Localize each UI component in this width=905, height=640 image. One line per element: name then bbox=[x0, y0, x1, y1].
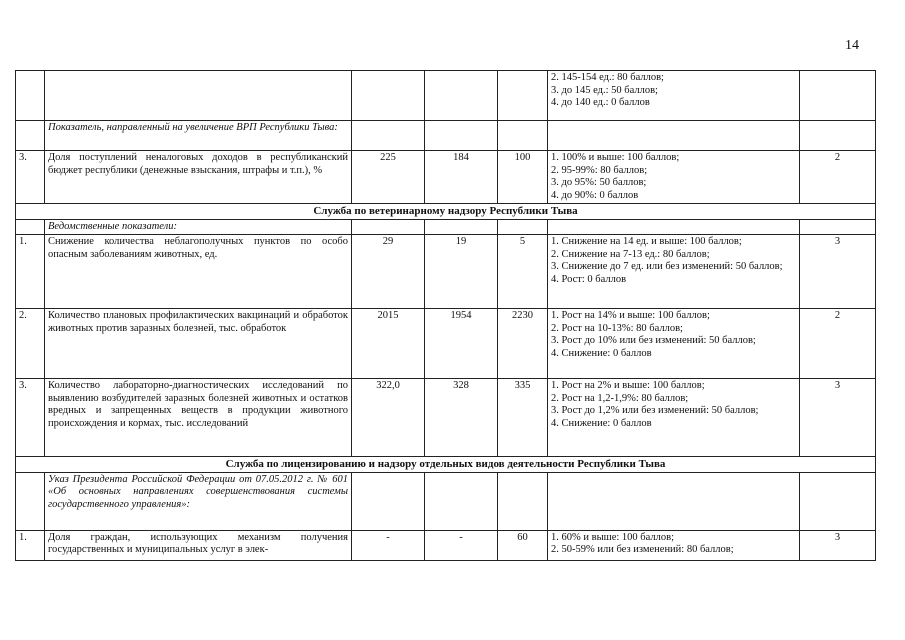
criteria-line: 1. 60% и выше: 100 баллов; bbox=[551, 531, 674, 543]
scoring-criteria bbox=[548, 235, 800, 309]
criteria-line: 4. Рост: 0 баллов bbox=[551, 273, 627, 285]
row-number-text: 3. bbox=[19, 152, 27, 163]
value-year-2-text: 184 bbox=[453, 152, 469, 163]
subheader-title-text: Показатель, направленный на увеличение ВРП Республики Тыва: bbox=[48, 122, 338, 133]
indicator-row bbox=[16, 530, 876, 560]
empty-cell bbox=[352, 121, 425, 151]
empty-cell bbox=[352, 472, 425, 530]
value-year-1-text: 2015 bbox=[377, 310, 399, 321]
section-title bbox=[16, 204, 876, 220]
value-year-2 bbox=[425, 379, 498, 457]
page-number: 14 bbox=[845, 38, 859, 53]
criteria-line: 4. до 90%: 0 баллов bbox=[551, 189, 639, 201]
subheader-title-text: Ведомственные показатели: bbox=[48, 220, 178, 232]
row-number bbox=[16, 472, 45, 530]
indicator-row bbox=[16, 379, 876, 457]
value-year-2-text: - bbox=[459, 531, 463, 543]
indicator-name-text: Доля граждан, использующих механизм получения государственных и муниципальных услуг в элек- bbox=[48, 531, 348, 555]
value-year-2 bbox=[425, 530, 498, 560]
criteria-line: 1. Снижение на 14 ед. и выше: 100 баллов; bbox=[551, 236, 742, 247]
indicator-name-text: Количество плановых профилактических вакцинаций и обработок животных против заразных болезней, тыс. обработок bbox=[48, 310, 348, 334]
empty-cell bbox=[800, 472, 876, 530]
row-number-text: 1. bbox=[19, 531, 27, 543]
weight-coefficient bbox=[800, 151, 876, 204]
value-year-2 bbox=[425, 235, 498, 309]
indicators-table bbox=[15, 70, 876, 561]
indicator-name bbox=[45, 379, 352, 457]
criteria-line: 1. Рост на 2% и выше: 100 баллов; bbox=[551, 380, 705, 391]
scoring-criteria bbox=[548, 530, 800, 560]
section-header-row bbox=[16, 204, 876, 220]
row-number bbox=[16, 530, 45, 560]
value-year-1 bbox=[352, 379, 425, 457]
empty-cell bbox=[425, 121, 498, 151]
empty-cell bbox=[800, 219, 876, 235]
indicator-name-text: Доля поступлений неналоговых доходов в республиканский бюджет республики (денежные взыскания, штрафы и т.п.), % bbox=[48, 152, 348, 176]
row-number bbox=[16, 379, 45, 457]
value-year-1 bbox=[352, 530, 425, 560]
empty-cell bbox=[425, 472, 498, 530]
subheader-title bbox=[45, 219, 352, 235]
row-number bbox=[16, 151, 45, 204]
weight-coefficient bbox=[800, 71, 876, 121]
criteria-line: 2. 145-154 ед.: 80 баллов; bbox=[551, 72, 664, 83]
empty-cell bbox=[498, 219, 548, 235]
value-target bbox=[498, 530, 548, 560]
value-target bbox=[498, 71, 548, 121]
criteria-line: 3. Снижение до 7 ед. или без изменений: 50 баллов; bbox=[551, 261, 783, 272]
indicator-row bbox=[16, 309, 876, 379]
scoring-criteria bbox=[548, 379, 800, 457]
section-title-text: Служба по лицензированию и надзору отдельных видов деятельности Республики Тыва bbox=[225, 458, 666, 470]
value-target bbox=[498, 309, 548, 379]
scoring-criteria bbox=[548, 71, 800, 121]
scoring-criteria bbox=[548, 309, 800, 379]
indicator-row bbox=[16, 71, 876, 121]
criteria-line: 3. до 145 ед.: 50 баллов; bbox=[551, 84, 658, 96]
weight-coefficient-text: 3 bbox=[834, 236, 841, 247]
empty-cell bbox=[548, 121, 800, 151]
scoring-criteria bbox=[548, 151, 800, 204]
subheader-row bbox=[16, 121, 876, 151]
row-number bbox=[16, 121, 45, 151]
subheader-row bbox=[16, 219, 876, 235]
subheader-title-text: Указ Президента Российской Федерации от 07.05.2012 г. № 601 «Об основных направлениях совершенствования системы государственного управления»: bbox=[48, 473, 348, 510]
section-header-row bbox=[16, 457, 876, 473]
indicator-name bbox=[45, 530, 352, 560]
value-year-1 bbox=[352, 151, 425, 204]
criteria-line: 4. до 140 ед.: 0 баллов bbox=[551, 97, 650, 108]
value-year-2 bbox=[425, 151, 498, 204]
row-number bbox=[16, 71, 45, 121]
value-year-1 bbox=[352, 71, 425, 121]
indicator-name bbox=[45, 151, 352, 204]
section-title-text: Служба по ветеринарному надзору Республики Тыва bbox=[313, 205, 578, 217]
criteria-line: 4. Снижение: 0 баллов bbox=[551, 417, 652, 429]
value-target-text: 335 bbox=[514, 380, 531, 391]
row-number-text: 2. bbox=[19, 310, 27, 321]
indicator-name bbox=[45, 235, 352, 309]
criteria-line: 2. 50-59% или без изменений: 80 баллов; bbox=[551, 544, 734, 555]
empty-cell bbox=[548, 472, 800, 530]
criteria-line: 2. Снижение на 7-13 ед.: 80 баллов; bbox=[551, 248, 710, 260]
weight-coefficient-text: 2 bbox=[834, 310, 841, 321]
weight-coefficient bbox=[800, 530, 876, 560]
row-number bbox=[16, 235, 45, 309]
row-number bbox=[16, 309, 45, 379]
indicator-row bbox=[16, 235, 876, 309]
weight-coefficient bbox=[800, 379, 876, 457]
criteria-line: 1. 100% и выше: 100 баллов; bbox=[551, 152, 680, 163]
value-target bbox=[498, 235, 548, 309]
empty-cell bbox=[352, 219, 425, 235]
subheader-title bbox=[45, 472, 352, 530]
weight-coefficient bbox=[800, 309, 876, 379]
criteria-line: 1. Рост на 14% и выше: 100 баллов; bbox=[551, 310, 710, 321]
criteria-line: 2. Рост на 10-13%: 80 баллов; bbox=[551, 322, 683, 334]
indicator-name-text: Снижение количества неблагополучных пунктов по особо опасным заболеваниям животных, ед. bbox=[48, 236, 348, 260]
weight-coefficient bbox=[800, 235, 876, 309]
empty-cell bbox=[425, 219, 498, 235]
criteria-line: 3. до 95%: 50 баллов; bbox=[551, 177, 647, 188]
value-target-text: 100 bbox=[514, 152, 531, 163]
section-title bbox=[16, 457, 876, 473]
indicator-row bbox=[16, 151, 876, 204]
criteria-line: 2. 95-99%: 80 баллов; bbox=[551, 164, 648, 176]
value-target-text: 60 bbox=[517, 531, 528, 543]
value-year-2 bbox=[425, 71, 498, 121]
weight-coefficient-text: 3 bbox=[834, 380, 841, 391]
empty-cell bbox=[498, 472, 548, 530]
row-number-text: 1. bbox=[19, 236, 27, 247]
empty-cell bbox=[548, 219, 800, 235]
weight-coefficient-text: 3 bbox=[834, 531, 841, 543]
value-year-1 bbox=[352, 309, 425, 379]
value-year-2-text: 1954 bbox=[450, 310, 472, 321]
value-year-2-text: 19 bbox=[455, 236, 467, 247]
indicator-name-text: Количество лабораторно-диагностических исследований по выявлению возбудителей заразных болезней животных и остатков вредных и запрещенных веществ в продукции животного происхождения и кормах, тыс. исследований bbox=[48, 380, 348, 429]
row-number bbox=[16, 219, 45, 235]
criteria-line: 2. Рост на 1,2-1,9%: 80 баллов; bbox=[551, 392, 689, 404]
empty-cell bbox=[498, 121, 548, 151]
value-year-1-text: 225 bbox=[380, 152, 396, 163]
weight-coefficient-text: 2 bbox=[834, 152, 841, 163]
criteria-line: 3. Рост до 10% или без изменений: 50 баллов; bbox=[551, 335, 756, 346]
criteria-line: 3. Рост до 1,2% или без изменений: 50 баллов; bbox=[551, 405, 759, 416]
value-target bbox=[498, 151, 548, 204]
indicator-name bbox=[45, 309, 352, 379]
indicator-name bbox=[45, 71, 352, 121]
value-year-1-text: 29 bbox=[382, 236, 394, 247]
subheader-title bbox=[45, 121, 352, 151]
empty-cell bbox=[800, 121, 876, 151]
subheader-row bbox=[16, 472, 876, 530]
value-target-text: 5 bbox=[519, 236, 526, 247]
value-year-1-text: 322,0 bbox=[376, 380, 400, 391]
value-target bbox=[498, 379, 548, 457]
value-year-2 bbox=[425, 309, 498, 379]
criteria-line: 4. Снижение: 0 баллов bbox=[551, 347, 652, 359]
row-number-text: 3. bbox=[19, 380, 27, 391]
value-target-text: 2230 bbox=[512, 310, 533, 321]
value-year-1-text: - bbox=[386, 531, 390, 543]
value-year-2-text: 328 bbox=[453, 380, 469, 391]
value-year-1 bbox=[352, 235, 425, 309]
